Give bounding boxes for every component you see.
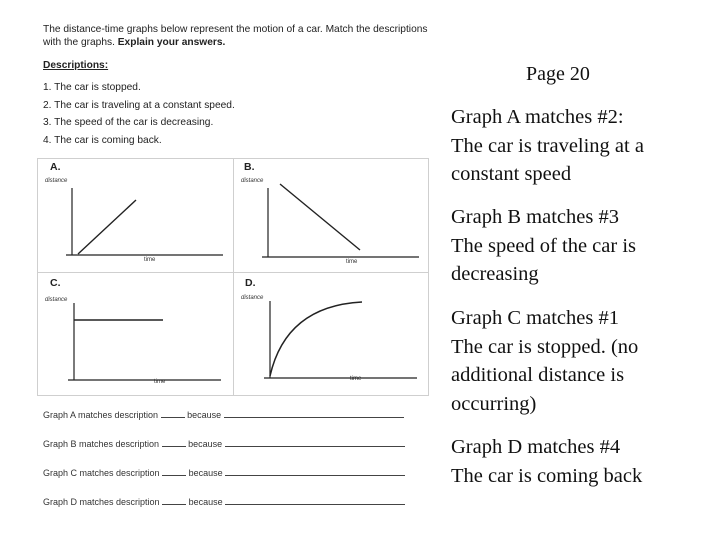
descriptions-list xyxy=(43,79,235,149)
graphs-grid xyxy=(37,158,429,396)
answer-blank[interactable] xyxy=(162,467,186,476)
answer-because: because xyxy=(188,497,223,507)
answer-prefix: Graph D matches description xyxy=(43,497,160,507)
y-axis-label: distance xyxy=(45,178,68,184)
answer-prefix: Graph C matches description xyxy=(43,468,160,478)
graph-b-plot xyxy=(234,159,428,272)
answer-line xyxy=(43,467,405,478)
answer-because: because xyxy=(187,410,222,420)
note-line: The car is traveling at a xyxy=(451,134,644,157)
graph-d xyxy=(234,273,429,390)
instructions-emphasis: Explain your answers. xyxy=(117,36,226,48)
note-line: Graph D matches #4 xyxy=(451,436,621,458)
note-line: The car is stopped. (no xyxy=(451,335,639,358)
y-axis-label: distance xyxy=(45,297,68,303)
description-item: 2. The car is traveling at a constant speed. xyxy=(43,99,235,111)
explanation-blank[interactable] xyxy=(225,438,405,447)
answer-because: because xyxy=(188,439,223,449)
note-graph-b xyxy=(451,203,717,289)
description-item: 3. The speed of the car is decreasing. xyxy=(43,117,214,128)
descriptions-heading: Descriptions: xyxy=(43,60,109,71)
x-axis-label: time xyxy=(154,379,166,385)
instructions-text: The distance-time graphs below represent the motion of a car. Match the descriptions with the graphs. xyxy=(43,24,428,48)
note-line: Graph A matches #2: xyxy=(451,106,624,128)
answer-line xyxy=(43,496,405,507)
graph-d-plot xyxy=(234,273,428,395)
note-graph-d xyxy=(451,433,717,490)
answer-notes xyxy=(451,0,720,540)
graph-line xyxy=(280,184,360,250)
note-line: constant speed xyxy=(451,163,572,185)
x-axis-label: time xyxy=(144,257,156,263)
graph-label: A. xyxy=(50,161,61,173)
note-line: additional distance is xyxy=(451,364,625,386)
y-axis-label: distance xyxy=(241,178,264,184)
graph-label: D. xyxy=(245,277,256,289)
answer-line xyxy=(43,409,404,420)
description-item: 4. The car is coming back. xyxy=(43,134,162,146)
y-axis-label: distance xyxy=(241,295,264,301)
note-graph-a xyxy=(451,103,717,189)
graph-c-plot xyxy=(38,273,233,395)
worksheet-instructions xyxy=(43,24,433,49)
answer-blank[interactable] xyxy=(161,409,185,418)
answer-because: because xyxy=(188,468,223,478)
graph-label: B. xyxy=(244,161,255,173)
answer-blank[interactable] xyxy=(162,438,186,447)
graph-a-plot xyxy=(38,159,233,272)
note-line: The speed of the car is xyxy=(451,234,636,257)
note-line: Graph C matches #1 xyxy=(451,307,619,329)
answer-prefix: Graph B matches description xyxy=(43,439,160,449)
explanation-blank[interactable] xyxy=(225,496,405,505)
note-graph-c xyxy=(451,304,717,418)
x-axis-label: time xyxy=(350,376,362,382)
graph-b xyxy=(234,159,429,276)
note-line: occurring) xyxy=(451,392,537,415)
note-line: The car is coming back xyxy=(451,464,643,487)
graph-c xyxy=(38,273,233,390)
note-line: Graph B matches #3 xyxy=(451,206,619,228)
x-axis-label: time xyxy=(346,259,358,265)
page-number: Page 20 xyxy=(526,63,590,85)
answer-blank[interactable] xyxy=(162,496,186,505)
graph-curve xyxy=(270,302,362,376)
graph-a xyxy=(38,159,233,276)
graph-line xyxy=(78,200,136,254)
note-line: decreasing xyxy=(451,263,539,285)
graph-label: C. xyxy=(50,277,61,289)
answer-line xyxy=(43,438,405,449)
explanation-blank[interactable] xyxy=(224,409,404,418)
explanation-blank[interactable] xyxy=(225,467,405,476)
answer-prefix: Graph A matches description xyxy=(43,410,159,420)
description-item: 1. The car is stopped. xyxy=(43,82,141,93)
